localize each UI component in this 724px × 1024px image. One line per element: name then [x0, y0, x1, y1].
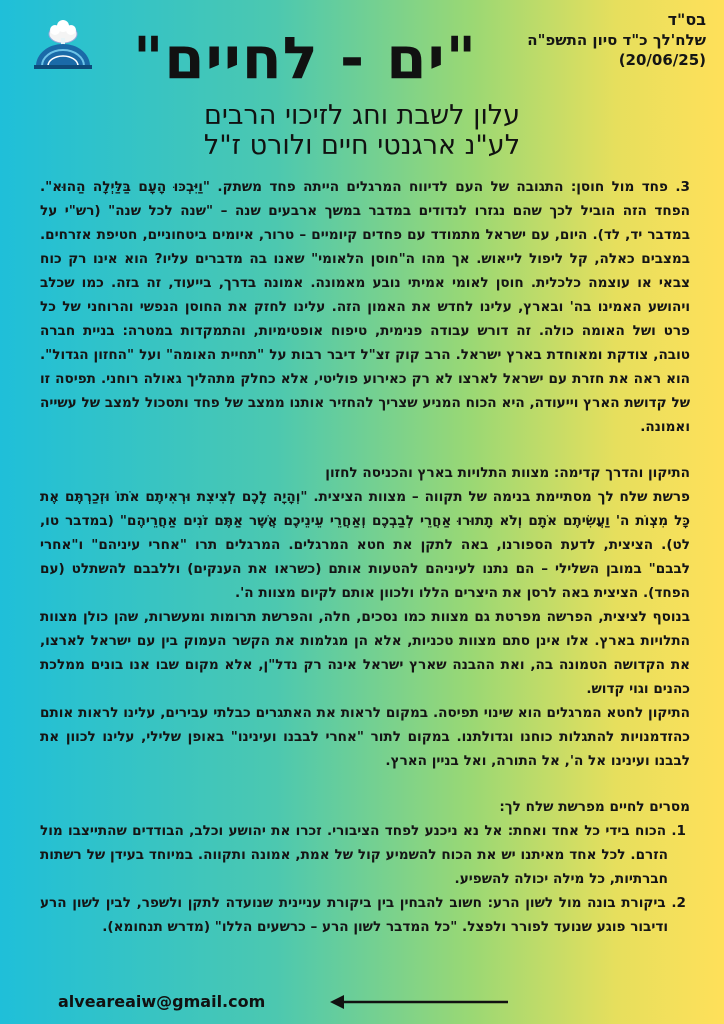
section-heading-messages: מסרים לחיים מפרשת שלח לך: — [499, 799, 690, 815]
paragraph-fear-vs-resilience: 3. פחד מול חוסן: התגובה של העם לדיווח המרגלים הייתה פחד משתק. "וַיִּבְכּוּ הָעָם בַּלַּיְלָה הַהוּא". הפחד הזה הוביל לכך שהם נגזרו לנדודים במדבר במשך ארבעים שנה – "שנה לכל שנה" (רש"י על במדבר יד, לד). היום, עם ישראל מתמודד עם פחדים קיומיים – טרור, איומים ביטחוניים, חטיפת אזרחים. במצבים כאלה, קל ליפול לייאוש. אך מהו ה"חוסן הלאומי" שאנו בה מדברים עליו? הוא אינו רק כוח צבאי או עוצמה כלכלית. חוסן לאומי אמיתי נובע מאמונה. אמונה בדרך, בייעוד, זה בזה. כמו שכלב ויהושע האמינו בה' ובארץ, עלינו לחדש את האמון הזה. עלינו לחזק את החוסן הנפשי והרוחני של כל פרט ושל האומה כולה. זה דורש עבודה פנימית, טיפוח אופטימיות, והתמקדות במטרה: בניית חברה טובה, צודקת ומאוחדת בארץ ישראל. הרב קוק זצ"ל דיבר רבות על "תחיית האומה" ועל "החזון הגדול". הוא ראה את חזרת עם ישראל לארצו לא רק כאירוע פוליטי, אלא כחלק מתהליך גאולה רוחני. תפיסה זו של קדושת הארץ וייעודה, היא הכוח המניע שצריך להחזיר אותנו ממצב של פחד ותסכול למצב של עשייה ואמונה. — [40, 179, 690, 435]
contact-email[interactable]: alveareaiw@gmail.com — [58, 992, 266, 1011]
memorial-dedication: לע"נ ארגנטי חיים ולורט ז"ל — [203, 130, 521, 161]
list-item: 1. הכוח בידי כל אחד ואחת: אל נא ניכנע לפחד הציבורי. זכרו את יהושע וכלב, הבודדים שהתייצבו מול הזרם. לכל אחד מאיתנו יש את הכוח להשמיע קול של אמת, אמונה ותקווה. במיוחד בעידן של רשתות חברתיות, כל מילה יכולה להשפיע. — [40, 823, 686, 887]
list-item: 2. ביקורת בונה מול לשון הרע: חשוב להבחין בין ביקורת עניינית שנועדה לתקן ולשפר, לבין לשון הרע ודיבור פוגע שנועד לפורר ולפצל. "כל המדבר לשון הרע – כרשעים הללו" (מדרש תנחומא). — [40, 895, 686, 935]
paragraph-tzitzit: פרשת שלח לך מסתיימת בנימה של תקווה – מצוות הציצית. "וְהָיָה לָכֶם לְצִיצִת וּרְאִיתֶם אֹתוֹ וּזְכַרְתֶּם אֶת כָּל מִצְוֹת ה' וַעֲשִׂיתֶם אֹתָם וְלֹא תָתוּרוּ אַחֲרֵי לְבַבְכֶם וְאַחֲרֵי עֵינֵיכֶם אֲשֶׁר אַתֶּם זֹנִים אַחֲרֵיהֶם" (במדבר טו, לט). הציצית, לדעת הספורנו, באה לתקן את חטא המרגלים. המרגלים תרו "אחרי עיניהם" ו"אחרי לבבם" במובן השלילי – הם נתנו לעיניהם להטעות אותם (כשראו את הענקים) וללבבם להשתלט (עם הפחד). הציצית באה לרסן את היצרים הללו ולכוון אותם לקיום מצוות ה'. — [40, 489, 690, 601]
newsletter-title: "ים - לחיים" — [133, 24, 477, 92]
article-body — [40, 175, 690, 939]
section-heading-repair: התיקון והדרך קדימה: מצוות התלויות בארץ והכניסה לחזון — [325, 465, 690, 481]
tree-globe-icon — [30, 14, 96, 76]
arrow-left-icon — [330, 994, 510, 1010]
paragraph-perception-change: התיקון לחטא המרגלים הוא שינוי תפיסה. במקום לראות את האתגרים כבלתי עבירים, עלינו לראות אותם כהזדמנויות להתגלות כוחנו וגדולתנו. במקום לתור "אחרי לבבנו ועינינו" באופן שלילי, עלינו לכוון את לבבנו ועינינו אל ה', אל התורה, ואל בניין הארץ. — [40, 705, 690, 769]
paragraph-land-mitzvot: בנוסף לציצית, הפרשה מפרטת גם מצוות כמו נסכים, חלה, והפרשת תרומות ומעשרות, שהן כולן מצוות התלויות בארץ. אלו אינן סתם מצוות טכניות, אלא הן מגלמות את הקשר העמוק בין עם ישראל לארצו, את הקדושה הטמונה בה, ואת ההבנה שארץ ישראל אינה רק נדל"ן, אלא מקום שבו אנו בונים ממלכת כהנים וגוי קדוש. — [40, 609, 690, 697]
hebrew-date: שלח'לך כ"ד סיון התשפ"ה — [527, 31, 706, 49]
newsletter-subtitle: עלון לשבת וחג לזיכוי הרבים — [203, 100, 521, 131]
numeric-date: (20/06/25) — [618, 51, 706, 69]
bsd-mark: בס"ד — [667, 10, 706, 29]
